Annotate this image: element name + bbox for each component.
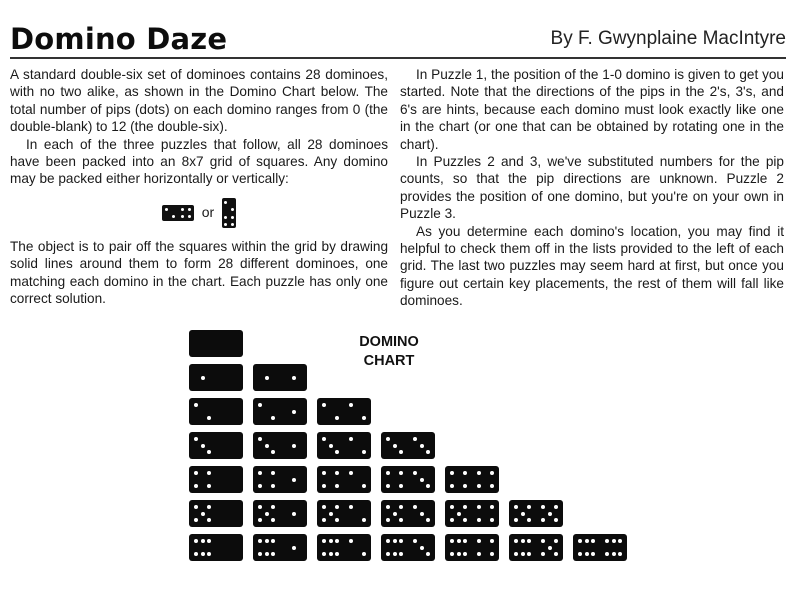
pip (265, 376, 269, 380)
pip (399, 518, 403, 522)
orientation-example (10, 198, 388, 224)
domino-half (317, 534, 344, 561)
pip (450, 505, 454, 509)
domino-half (445, 500, 472, 527)
domino-half (381, 500, 408, 527)
pip (477, 552, 481, 556)
pip (322, 518, 326, 522)
pip (258, 437, 262, 441)
pip (554, 518, 558, 522)
domino-3-0 (189, 432, 243, 459)
pip (207, 471, 211, 475)
domino-half (189, 500, 216, 527)
domino-half (253, 398, 280, 425)
pip (271, 450, 275, 454)
pip (258, 539, 262, 543)
pip (426, 552, 430, 556)
pip (605, 552, 609, 556)
domino-half (216, 500, 243, 527)
domino-half (536, 500, 563, 527)
domino-2-2 (317, 398, 371, 425)
pip (258, 505, 262, 509)
domino-half (344, 500, 371, 527)
pip (490, 539, 494, 543)
pip (420, 478, 424, 482)
packing-paragraph: In each of the three puzzles that follow, all 28 dominoes have been packed into an 8x7 grid of squares. Any domino may be packed either horizontally or vertically: (10, 136, 388, 187)
domino-half (472, 534, 499, 561)
pip (578, 539, 582, 543)
pip (258, 518, 262, 522)
domino-half (216, 364, 243, 391)
domino-6-6 (573, 534, 627, 561)
domino-half (536, 534, 563, 561)
pip (271, 484, 275, 488)
pip (265, 512, 269, 516)
pip (490, 518, 494, 522)
horizontal-domino-icon (162, 205, 194, 221)
pip (548, 512, 552, 516)
pip (386, 552, 390, 556)
pip (618, 552, 622, 556)
pip (386, 471, 390, 475)
domino-5-0 (189, 500, 243, 527)
pip (201, 539, 205, 543)
pip (258, 484, 262, 488)
pip (386, 518, 390, 522)
pip (201, 444, 205, 448)
pip (292, 444, 296, 448)
pip (322, 437, 326, 441)
pip (399, 505, 403, 509)
pip (457, 512, 461, 516)
domino-half (573, 534, 600, 561)
pip (612, 552, 616, 556)
domino-half (344, 534, 371, 561)
pip (201, 376, 205, 380)
domino-half (344, 466, 371, 493)
domino-4-1 (253, 466, 307, 493)
pip (541, 505, 545, 509)
pip (490, 471, 494, 475)
pip (477, 505, 481, 509)
pip (329, 512, 333, 516)
domino-6-0 (189, 534, 243, 561)
domino-2-0 (189, 398, 243, 425)
chart-title-line1: DOMINO (359, 334, 419, 350)
pip (477, 518, 481, 522)
pip (554, 505, 558, 509)
pip (541, 539, 545, 543)
domino-half (189, 466, 216, 493)
objective-paragraph: The object is to pair off the squares within the grid by drawing solid lines around them to form 28 different dominoes, one matching each domino in the chart. Each puzzle has only one correct solution. (10, 238, 388, 307)
pip (322, 552, 326, 556)
pip (463, 552, 467, 556)
pip (393, 552, 397, 556)
domino-half (253, 500, 280, 527)
article-title: Domino Daze (10, 22, 228, 56)
pip (349, 471, 353, 475)
pip (322, 505, 326, 509)
pip (201, 552, 205, 556)
pip (612, 539, 616, 543)
pip (426, 484, 430, 488)
domino-4-4 (445, 466, 499, 493)
pip (463, 505, 467, 509)
pip (477, 471, 481, 475)
pip (335, 505, 339, 509)
domino-half (408, 466, 435, 493)
domino-half (280, 364, 307, 391)
pip (393, 512, 397, 516)
domino-half (280, 466, 307, 493)
pip (194, 437, 198, 441)
pip (194, 539, 198, 543)
domino-3-3 (381, 432, 435, 459)
chart-title-line2: CHART (363, 353, 415, 369)
pip (585, 552, 589, 556)
domino-5-2 (317, 500, 371, 527)
domino-half (216, 466, 243, 493)
pip (463, 539, 467, 543)
pip (585, 539, 589, 543)
puzzle23-paragraph: In Puzzles 2 and 3, we've substituted numbers for the pip counts, so that the pip directions are unknown. Puzzle 2 provides the position of one domino, but you're on your own in Puzzle 3. (400, 154, 784, 222)
pip (265, 552, 269, 556)
pip (413, 505, 417, 509)
domino-3-2 (317, 432, 371, 459)
domino-half (445, 534, 472, 561)
pip (271, 505, 275, 509)
pip (548, 546, 552, 550)
pip (521, 512, 525, 516)
pip (271, 471, 275, 475)
pip (322, 484, 326, 488)
pip (362, 518, 366, 522)
pip (450, 484, 454, 488)
pip (335, 518, 339, 522)
pip (399, 450, 403, 454)
left-text-column (10, 66, 388, 307)
pip (292, 546, 296, 550)
pip (271, 539, 275, 543)
pip (514, 552, 518, 556)
pip (554, 539, 558, 543)
pip (463, 518, 467, 522)
pip (393, 539, 397, 543)
domino-5-3 (381, 500, 435, 527)
domino-half (344, 432, 371, 459)
domino-4-3 (381, 466, 435, 493)
pip (386, 505, 390, 509)
example-or-label: or (201, 204, 215, 221)
pip (362, 552, 366, 556)
pip (349, 505, 353, 509)
pip (335, 416, 339, 420)
pip (362, 450, 366, 454)
pip (207, 450, 211, 454)
domino-half (317, 466, 344, 493)
pip (399, 471, 403, 475)
pip (335, 471, 339, 475)
pip (450, 471, 454, 475)
pip (541, 552, 545, 556)
pip (258, 471, 262, 475)
domino-half (216, 534, 243, 561)
pip (399, 539, 403, 543)
pip (591, 552, 595, 556)
domino-6-1 (253, 534, 307, 561)
domino-half (472, 500, 499, 527)
pip (329, 552, 333, 556)
pip (329, 539, 333, 543)
pip (271, 552, 275, 556)
pip (514, 505, 518, 509)
pip (420, 546, 424, 550)
pip (292, 478, 296, 482)
pip (618, 539, 622, 543)
author-byline: By F. Gwynplaine MacIntyre (550, 28, 786, 49)
pip (578, 552, 582, 556)
pip (386, 437, 390, 441)
pip (490, 552, 494, 556)
pip (413, 471, 417, 475)
pip (554, 552, 558, 556)
domino-half (189, 398, 216, 425)
title-rule (10, 57, 786, 59)
pip (490, 505, 494, 509)
right-text-column (400, 66, 784, 310)
domino-half (408, 534, 435, 561)
domino-3-1 (253, 432, 307, 459)
domino-half (189, 330, 216, 357)
pip (413, 437, 417, 441)
pip (591, 539, 595, 543)
checkoff-paragraph: As you determine each domino's location, you may find it helpful to check them off in the lists provided to the left of each grid. The last two puzzles may seem hard at first, but once you figure out certain key placements, the rest of them will fall like dominoes. (400, 223, 784, 309)
pip (399, 484, 403, 488)
domino-2-1 (253, 398, 307, 425)
domino-half (445, 466, 472, 493)
domino-half (317, 398, 344, 425)
domino-6-5 (509, 534, 563, 561)
domino-half (344, 398, 371, 425)
pip (194, 403, 198, 407)
pip (207, 484, 211, 488)
pip (450, 552, 454, 556)
vertical-domino-icon (222, 198, 236, 228)
pip (362, 416, 366, 420)
domino-chart-title (352, 333, 426, 371)
pip (477, 484, 481, 488)
pip (541, 518, 545, 522)
domino-half (381, 466, 408, 493)
pip (386, 484, 390, 488)
domino-6-3 (381, 534, 435, 561)
intro-paragraph: A standard double-six set of dominoes contains 28 dominoes, with no two alike, as shown in the Domino Chart below. The total number of pips (dots) on each domino ranges from 0 (the double-blank) to 12 (the double-six). (10, 67, 388, 135)
pip (207, 539, 211, 543)
domino-6-4 (445, 534, 499, 561)
pip (514, 539, 518, 543)
domino-half (408, 432, 435, 459)
pip (322, 403, 326, 407)
domino-4-2 (317, 466, 371, 493)
pip (527, 552, 531, 556)
pip (477, 539, 481, 543)
pip (426, 518, 430, 522)
pip (527, 505, 531, 509)
pip (271, 416, 275, 420)
pip (463, 484, 467, 488)
domino-half (216, 330, 243, 357)
domino-half (509, 500, 536, 527)
pip (349, 437, 353, 441)
pip (426, 450, 430, 454)
pip (194, 505, 198, 509)
pip (201, 512, 205, 516)
pip (420, 512, 424, 516)
pip (265, 444, 269, 448)
domino-1-1 (253, 364, 307, 391)
domino-1-0 (189, 364, 243, 391)
pip (605, 539, 609, 543)
domino-half (189, 364, 216, 391)
domino-half (509, 534, 536, 561)
pip (399, 552, 403, 556)
domino-half (253, 534, 280, 561)
pip (490, 484, 494, 488)
domino-half (216, 398, 243, 425)
domino-0-0 (189, 330, 243, 357)
pip (527, 539, 531, 543)
pip (457, 552, 461, 556)
pip (463, 471, 467, 475)
pip (292, 410, 296, 414)
pip (413, 539, 417, 543)
pip (450, 539, 454, 543)
pip (386, 539, 390, 543)
domino-half (253, 432, 280, 459)
puzzle1-paragraph: In Puzzle 1, the position of the 1-0 domino is given to get you started. Note that the directions of the pips in the 2's, 3's, and 6's are hints, because each domino must look exactly like one in the chart (or one that can be obtained by rotating one in the chart). (400, 67, 784, 152)
domino-half (381, 534, 408, 561)
domino-half (189, 432, 216, 459)
pip (457, 539, 461, 543)
pip (420, 444, 424, 448)
pip (362, 484, 366, 488)
pip (329, 444, 333, 448)
domino-half (408, 500, 435, 527)
domino-half (317, 432, 344, 459)
pip (335, 539, 339, 543)
pip (322, 539, 326, 543)
pip (514, 518, 518, 522)
pip (335, 450, 339, 454)
pip (349, 539, 353, 543)
domino-half (253, 466, 280, 493)
pip (207, 505, 211, 509)
domino-half (381, 432, 408, 459)
pip (450, 518, 454, 522)
pip (521, 552, 525, 556)
pip (194, 552, 198, 556)
domino-5-1 (253, 500, 307, 527)
domino-5-4 (445, 500, 499, 527)
domino-half (253, 364, 280, 391)
pip (258, 552, 262, 556)
pip (258, 403, 262, 407)
domino-half (280, 500, 307, 527)
domino-half (216, 432, 243, 459)
pip (271, 518, 275, 522)
pip (527, 518, 531, 522)
pip (322, 471, 326, 475)
domino-half (600, 534, 627, 561)
pip (335, 484, 339, 488)
pip (393, 444, 397, 448)
pip (207, 552, 211, 556)
pip (265, 539, 269, 543)
domino-4-0 (189, 466, 243, 493)
domino-half (280, 432, 307, 459)
pip (349, 403, 353, 407)
domino-half (280, 534, 307, 561)
pip (194, 471, 198, 475)
pip (292, 376, 296, 380)
domino-half (317, 500, 344, 527)
domino-half (280, 398, 307, 425)
pip (194, 518, 198, 522)
pip (207, 416, 211, 420)
pip (335, 552, 339, 556)
domino-5-5 (509, 500, 563, 527)
domino-half (189, 534, 216, 561)
pip (292, 512, 296, 516)
pip (194, 484, 198, 488)
pip (207, 518, 211, 522)
domino-half (472, 466, 499, 493)
pip (521, 539, 525, 543)
domino-6-2 (317, 534, 371, 561)
